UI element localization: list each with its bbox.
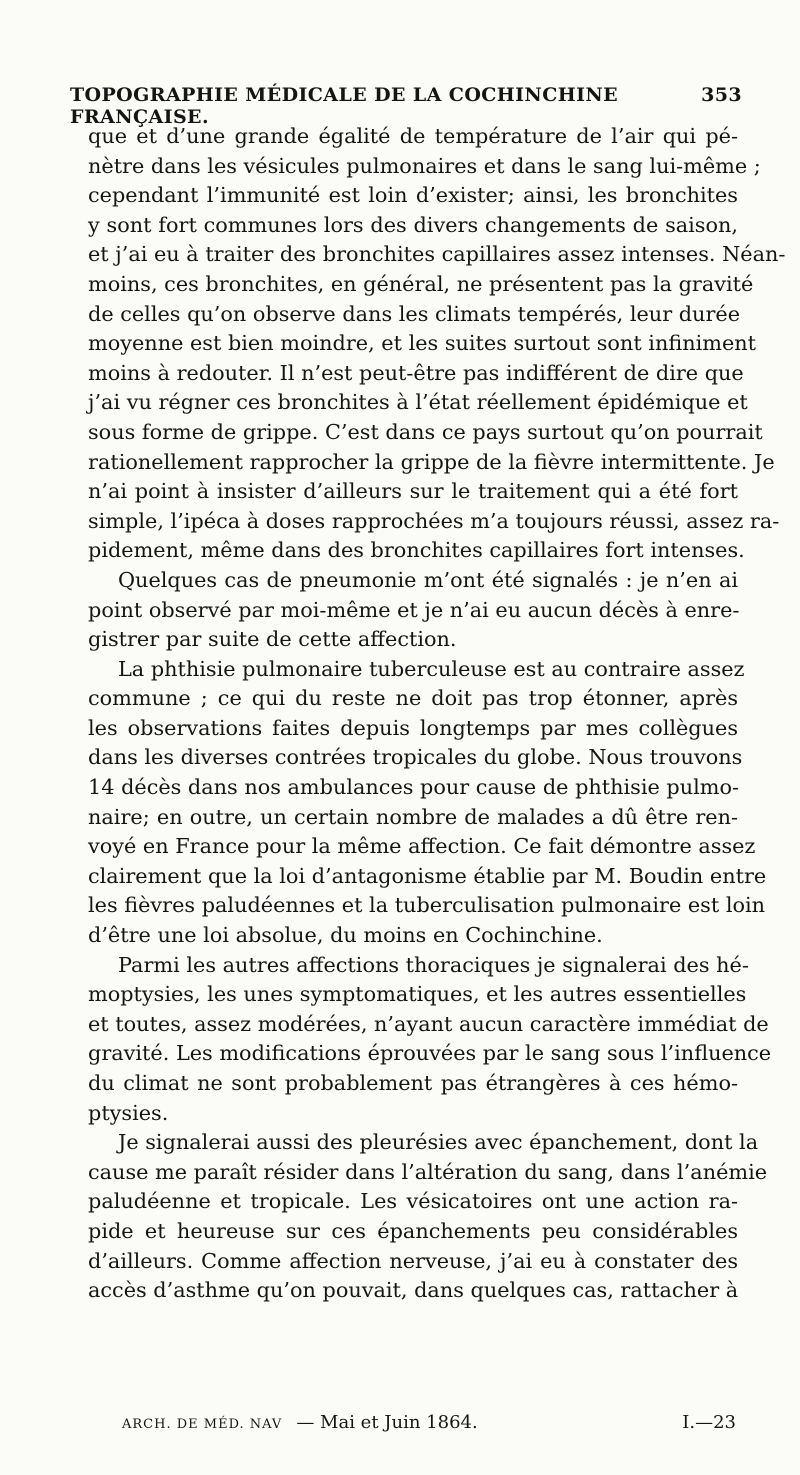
text-line: paludéenne et tropicale. Les vésicatoires ont une action ra- [88, 1189, 738, 1214]
text-line: moins à redouter. Il n’est peut-être pas indifférent de dire que [88, 360, 744, 385]
footer-journal: ARCH. DE MÉD. NAV [122, 1417, 283, 1432]
text-line: 14 décès dans nos ambulances pour cause de phthisie pulmo- [88, 775, 740, 800]
text-line: j’ai vu régner ces bronchites à l’état réellement épidémique et [88, 390, 748, 415]
text-line: cependant l’immunité est loin d’exister; ainsi, les bronchites [88, 183, 738, 208]
footer-date: — Mai et Juin 1864. [296, 1412, 478, 1433]
page-number: 353 [701, 84, 742, 106]
text-line: les fièvres paludéennes et la tuberculisation pulmonaire est loin [88, 893, 766, 918]
text-line: ptysies. [88, 1100, 169, 1125]
text-line: moyenne est bien moindre, et les suites surtout sont infiniment [88, 331, 757, 356]
footer-signature: I.—23 [682, 1412, 736, 1433]
text-line: dans les diverses contrées tropicales du globe. Nous trouvons [88, 745, 743, 770]
text-line: n’ai point à insister d’ailleurs sur le traitement qui a été fort [88, 479, 738, 504]
text-line: d’ailleurs. Comme affection nerveuse, j’ai eu à constater des [88, 1248, 738, 1273]
text-line: rationellement rapprocher la grippe de la fièvre intermittente. Je [88, 449, 775, 474]
text-line: que et d’une grande égalité de température de l’air qui pé- [88, 124, 738, 148]
text-line: du climat ne sont probablement pas étrangères à ces hémo- [88, 1071, 738, 1095]
text-line: moptysies, les unes symptomatiques, et les autres essentielles [88, 982, 747, 1007]
text-line: gravité. Les modifications éprouvées par le sang sous l’influence [88, 1041, 772, 1066]
text-line: y sont fort communes lors des divers changements de saison, [88, 212, 738, 237]
text-line: Parmi les autres affections thoraciques je signalerai des hé- [118, 952, 749, 977]
text-line: Je signalerai aussi des pleurésies avec épanchement, dont la [118, 1130, 759, 1155]
text-line: nètre dans les vésicules pulmonaires et dans le sang lui-même ; [88, 153, 761, 178]
text-line: et toutes, assez modérées, n’ayant aucun caractère immédiat de [88, 1011, 769, 1036]
text-line: pide et heureuse sur ces épanchements peu considérables [88, 1218, 738, 1243]
running-title: TOPOGRAPHIE MÉDICALE DE LA COCHINCHINE FRANÇAISE. [70, 84, 619, 128]
text-line: commune ; ce qui du reste ne doit pas trop étonner, après [88, 686, 738, 711]
text-line: accès d’asthme qu’on pouvait, dans quelques cas, rattacher à [88, 1278, 739, 1303]
text-line: pidement, même dans des bronchites capillaires fort intenses. [88, 538, 745, 563]
text-line: voyé en France pour la même affection. Ce fait démontre assez [88, 834, 756, 859]
text-line: moins, ces bronchites, en général, ne présentent pas la gravité [88, 271, 754, 296]
text-line: sous forme de grippe. C’est dans ce pays surtout qu’on pourrait [88, 419, 763, 444]
text-line: de celles qu’on observe dans les climats tempérés, leur durée [88, 301, 741, 326]
text-line: point observé par moi-même et je n’ai eu aucun décès à enre- [88, 597, 740, 622]
running-header [70, 84, 742, 128]
text-line: gistrer par suite de cette affection. [88, 627, 457, 652]
text-line: et j’ai eu à traiter des bronchites capillaires assez intenses. Néan- [88, 242, 786, 267]
page-footer [122, 1412, 736, 1438]
text-line: cause me paraît résider dans l’altération du sang, dans l’anémie [88, 1159, 768, 1184]
text-line: clairement que la loi d’antagonisme établie par M. Boudin entre [88, 863, 767, 888]
text-line: Quelques cas de pneumonie m’ont été signalés : je n’en ai [118, 567, 738, 592]
text-line: La phthisie pulmonaire tuberculeuse est au contraire assez [118, 656, 745, 681]
text-line: naire; en outre, un certain nombre de malades a dû être ren- [88, 804, 738, 829]
text-line: d’être une loi absolue, du moins en Cochinchine. [88, 923, 603, 948]
body-text [88, 122, 786, 1306]
text-line: les observations faites depuis longtemps par mes collègues [88, 715, 738, 740]
text-line: simple, l’ipéca à doses rapprochées m’a toujours réussi, assez ra- [88, 508, 780, 533]
